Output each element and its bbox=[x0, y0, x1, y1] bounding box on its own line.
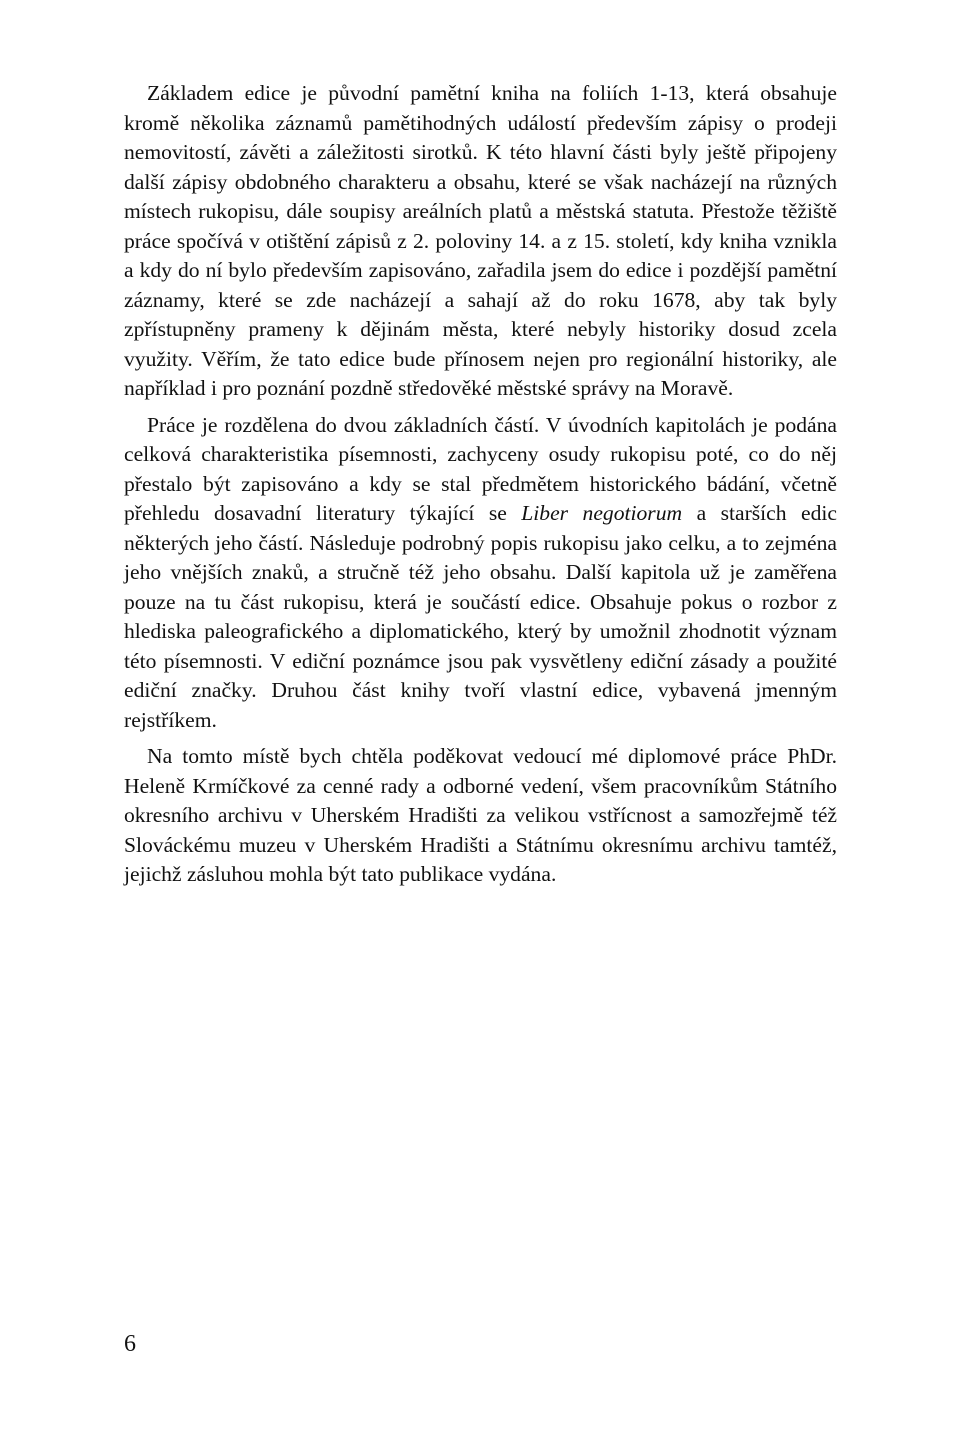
page-number: 6 bbox=[124, 1331, 136, 1357]
paragraph-acknowledgements bbox=[124, 742, 837, 890]
paragraph-2-italic-title: Liber negotiorum bbox=[521, 501, 683, 525]
paragraph-1-text: Základem edice je původní pamětní kniha na foliích 1-13, která obsahuje kromě několika záznamů pamětihodných událostí především zápisy o prodeji nemovitostí, závěti a záležitosti sirotků. K této hlavní části byly ještě připojeny další zápisy obdobného charakteru a obsahu, které se však nacházejí na různých místech rukopisu, dále soupisy areálních platů a městská statuta. Přestože těžiště práce spočívá v otištění zápisů z 2. poloviny 14. a z 15. století, kdy kniha vznikla a kdy do ní bylo především zapisováno, zařadila jsem do edice i pozdější pamětní záznamy, které se zde nacházejí a sahají až do roku 1678, aby tak byly zpřístupněny prameny k dějinám města, které nebyly historiky dosud zcela využity. Věřím, že tato edice bude přínosem nejen pro regionální historiky, ale například i pro poznání pozdně středověké městské správy na Moravě. bbox=[124, 81, 837, 400]
body-text bbox=[124, 79, 837, 897]
paragraph-work-structure bbox=[124, 411, 837, 736]
paragraph-3-text: Na tomto místě bych chtěla poděkovat vedoucí mé diplomové práce PhDr. Heleně Krmíčkové za cenné rady a odborné vedení, všem pracovníkům Státního okresního archivu v Uherském Hradišti za velikou vstřícnost a samozřejmě též Slováckému muzeu v Uherském Hradišti a Státnímu okresnímu archivu tamtéž, jejichž zásluhou mohla být tato publikace vydána. bbox=[124, 744, 837, 886]
paragraph-2-text-end: a starších edic některých jeho částí. Následuje podrobný popis rukopisu jako celku, a to zejména jeho vnějších znaků, a stručně též jeho obsahu. Další kapitola už je zaměřena pouze na tu část rukopisu, která je součástí edice. Obsahuje pokus o rozbor z hlediska paleografického a diplomatického, který by umožnil zhodnotit význam této písemnosti. V ediční poznámce jsou pak vysvětleny ediční zásady a použité ediční značky. Druhou část knihy tvoří vlastní edice, vybavená jmenným rejstříkem. bbox=[124, 501, 837, 732]
paragraph-2-text-start: Práce je rozdělena do dvou základních částí. V úvodních kapitolách je podána celková charakteristika písemnosti, zachyceny osudy rukopisu poté, co do něj přestalo být zapisováno a kdy se stal předmětem historického bádání, včetně přehledu dosavadní literatury týkající se bbox=[124, 412, 837, 525]
paragraph-edition-basis bbox=[124, 79, 837, 404]
